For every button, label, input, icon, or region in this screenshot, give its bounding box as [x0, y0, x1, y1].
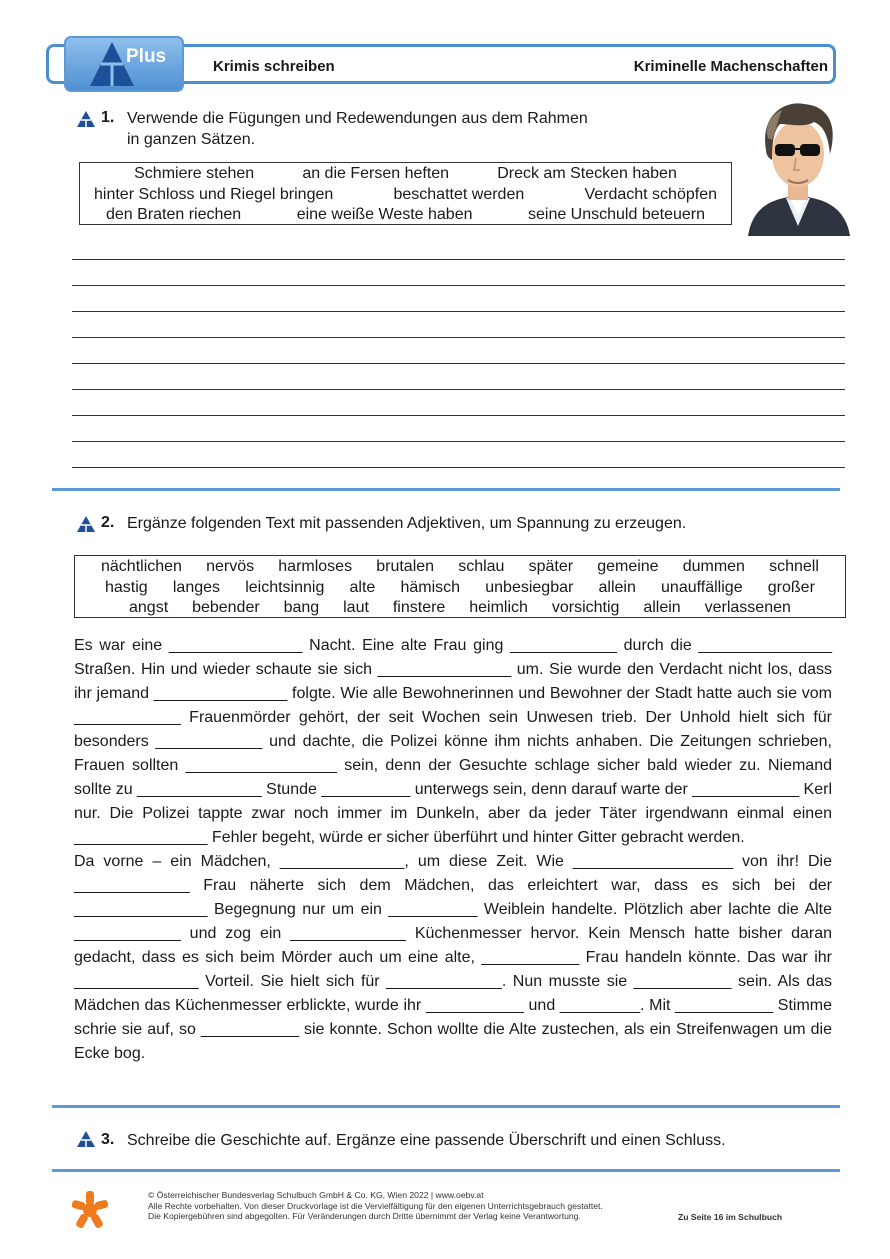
adjective-item: schlau	[458, 558, 505, 575]
adjective-item: später	[528, 558, 574, 575]
adjective-item: hastig	[105, 578, 148, 596]
adjective-item: hämisch	[400, 578, 461, 596]
gap-text-paragraph-2: Da vorne – ein Mädchen, ______________, um diese Zeit. Wie __________________ von ihr! Die _____________ Frau näherte sich dem Mädchen, das erleichtert war, dass es sich bei der _______________ Begegnung nur um ein __________ Weiblein handelte. Plötzlich aber lachte die Alte ____________ und zog ein _____________ Küchenmesser hervor. Kein Mensch hatte bisher daran gedacht, dass es sich beim Mörder auch um eine alte, ___________ Frau handeln könnte. Das war ihr ______________ Vorteil. Sie hielt sich für _____________. Nun musste sie ___________ sein. Als das Mädchen das Küchenmesser erblickte, wurde ihr ___________ und _________. Mit ___________ Stimme schrie sie auf, so ___________ sie konnte. Schon wollte die Alte zustechen, als ein Streifenwagen um die Ecke bog.	[74, 853, 832, 1062]
adjective-item: allein	[643, 599, 681, 616]
phrase-box	[79, 162, 732, 225]
adjective-row	[101, 598, 819, 619]
phrase-item: seine Unschuld beteuern	[527, 206, 705, 223]
task-level-icon	[76, 110, 96, 128]
writing-line[interactable]	[72, 259, 845, 260]
phrase-item: den Braten riechen	[106, 206, 242, 223]
adjective-item: unbesiegbar	[485, 578, 574, 596]
gap-text	[74, 634, 832, 1066]
phrase-item: hinter Schloss und Riegel bringen	[94, 185, 334, 203]
copyright-line: Die Kopiergebühren sind abgegolten. Für Veränderungen durch Dritte übernimmt der Verlag keine Verantwortung.	[148, 1211, 581, 1222]
adjective-item: gemeine	[597, 558, 659, 575]
adjective-row	[101, 557, 819, 578]
adjective-item: allein	[598, 578, 636, 596]
adjective-row	[101, 578, 819, 599]
adjective-item: nervös	[206, 558, 255, 575]
adjective-item: heimlich	[469, 599, 528, 616]
writing-line[interactable]	[72, 389, 845, 390]
task1-instruction-line1: Verwende die Fügungen und Redewendungen aus dem Rahmen	[127, 110, 588, 127]
textbook-page-reference: Zu Seite 16 im Schulbuch	[678, 1212, 783, 1222]
writing-line[interactable]	[72, 363, 845, 364]
adjective-item: harmloses	[278, 558, 353, 575]
adjective-box	[74, 555, 846, 618]
adjective-item: großer	[767, 578, 815, 596]
adjective-item: leichtsinnig	[245, 578, 325, 596]
phrase-item: Verdacht schöpfen	[584, 185, 717, 203]
task-level-icon	[76, 1130, 96, 1148]
logo-label: Plus	[126, 46, 167, 67]
task3-instruction: Schreibe die Geschichte auf. Ergänze eine passende Überschrift und einen Schluss.	[127, 1132, 726, 1149]
gap-text-paragraph-1: Es war eine _______________ Nacht. Eine alte Frau ging ____________ durch die _______________ Straßen. Hin und wieder schaute sie sich _______________ um. Sie wurde den Verdacht nicht los, dass ihr jemand _______________ folgte. Wie alle Bewohnerinnen und Bewohner der Stadt hatte auch sie vom ____________ Frauenmörder gehört, der seit Wochen sein Unwesen trieb. Der Unhold hielt sich für besonders ____________ und dachte, die Polizei könne ihm nichts anhaben. Die Zeitungen schrieben, Frauen sollten _________________ sein, denn der Gesuchte schlage sicher bald wieder zu. Niemand sollte zu ______________ Stunde __________ unterwegs sein, denn darauf warte der ____________ Kerl nur. Die Polizei tappte zwar noch immer im Dunkeln, aber da jeder Täter irgendwann einmal einen _______________ Fehler begeht, würde er sicher überführt und hinter Gitter gebracht werden.	[74, 637, 832, 846]
adjective-item: langes	[172, 578, 221, 596]
adjective-item: verlassenen	[704, 599, 791, 616]
phrase-item: eine weiße Weste haben	[296, 206, 473, 223]
copyright-line: Alle Rechte vorbehalten. Von dieser Druckvorlage ist die Vervielfältigung für den eigenen Unterrichtsgebrauch gestattet.	[148, 1200, 603, 1211]
phrase-row	[86, 205, 725, 226]
phrase-row	[86, 164, 725, 185]
adjective-item: nächtlichen	[101, 558, 182, 575]
copyright-line: © Österreichischer Bundesverlag Schulbuch GmbH & Co. KG, Wien 2022 | www.oebv.at	[148, 1190, 484, 1200]
adjective-item: dummen	[682, 558, 745, 575]
writing-line[interactable]	[72, 337, 845, 338]
phrase-item: an die Fersen heften	[302, 165, 450, 182]
adjective-item: alte	[349, 578, 376, 596]
phrase-item: beschattet werden	[393, 185, 525, 203]
adjective-item: bang	[283, 599, 320, 616]
writing-line[interactable]	[72, 285, 845, 286]
task-level-icon	[76, 515, 96, 533]
worksheet-topic: Krimis schreiben	[213, 58, 335, 75]
adjective-item: unauffällige	[661, 578, 743, 596]
writing-line[interactable]	[72, 415, 845, 416]
writing-line[interactable]	[72, 441, 845, 442]
task1-instruction-line2: in ganzen Sätzen.	[127, 131, 256, 148]
adjective-item: finstere	[392, 599, 446, 616]
adjective-item: angst	[129, 599, 169, 616]
section-divider	[52, 1169, 840, 1172]
section-divider	[52, 1105, 840, 1108]
worksheet-title: Kriminelle Machenschaften	[633, 58, 828, 75]
task1-number: 1.	[101, 109, 115, 126]
adjective-item: laut	[343, 599, 369, 616]
adjective-item: brutalen	[376, 558, 435, 575]
adjective-item: schnell	[769, 558, 819, 575]
writing-line[interactable]	[72, 311, 845, 312]
copyright-notice	[148, 1190, 603, 1222]
task3-number: 3.	[101, 1131, 115, 1148]
phrase-row	[86, 185, 725, 206]
section-divider	[52, 488, 840, 491]
adjective-item: bebender	[192, 599, 260, 616]
writing-line[interactable]	[72, 467, 845, 468]
publisher-logo-icon	[70, 1190, 110, 1230]
adjective-item: vorsichtig	[551, 599, 620, 616]
detective-illustration	[742, 98, 856, 236]
phrase-item: Dreck am Stecken haben	[497, 165, 677, 182]
task2-instruction: Ergänze folgenden Text mit passenden Adjektiven, um Spannung zu erzeugen.	[127, 515, 687, 532]
phrase-item: Schmiere stehen	[134, 165, 255, 182]
task2-number: 2.	[101, 514, 115, 531]
